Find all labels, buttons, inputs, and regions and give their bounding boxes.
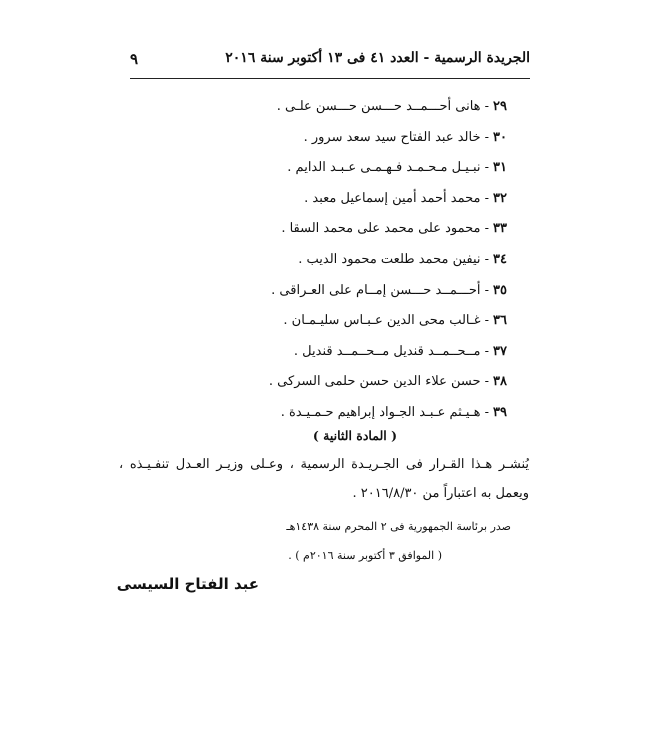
list-item — [247, 311, 507, 342]
item-text: - غـالب محى الدين عـبـاس سليـمـان . — [283, 313, 490, 329]
list-item — [247, 189, 507, 220]
page-header — [130, 50, 530, 72]
item-number: ٣٩ — [493, 404, 507, 420]
item-text: - خالد عبد الفتاح سيد سعد سرور . — [303, 129, 490, 145]
item-number: ٢٩ — [493, 99, 507, 114]
item-text: - هانى أحـــمــد حـــسن حـــسن علـى . — [276, 99, 490, 114]
header-title: الجريدة الرسمية - العدد ٤١ فى ١٣ أكتوبر سنة ٢٠١٦ — [225, 50, 530, 66]
item-text: - مــحــمــد قنديل مــحــمــد قنديل . — [293, 343, 490, 359]
signature: عبد الفتاح السيسى — [116, 575, 259, 593]
item-number: ٣١ — [493, 160, 507, 176]
list-item — [247, 342, 507, 373]
item-number: ٣٨ — [493, 374, 507, 390]
item-text: - نبـيـل مـحـمـد فـهـمـى عـبـد الدايم . — [287, 160, 490, 176]
item-number: ٣٥ — [493, 282, 507, 298]
item-number: ٣٢ — [493, 190, 507, 206]
list-item — [247, 219, 507, 250]
corresponding-date: ( الموافق ٣ أكتوبر سنة ٢٠١٦م ) . — [288, 549, 442, 562]
names-list — [247, 97, 507, 434]
item-text: - حسن علاء الدين حسن حلمى السركى . — [268, 374, 490, 390]
list-item — [247, 372, 507, 403]
list-item — [247, 281, 507, 312]
issued-line: صدر برئاسة الجمهورية فى ٢ المحرم سنة ١٤٣٨هـ — [286, 520, 511, 533]
item-number: ٣٧ — [493, 343, 507, 359]
item-text: - أحـــمــد حـــسن إمــام على العـراقى . — [271, 282, 490, 298]
item-text: - نيفين محمد طلعت محمود الديب . — [298, 251, 490, 267]
article-heading: ( المادة الثانية ) — [312, 428, 397, 443]
list-item — [247, 250, 507, 281]
body-line-2: ويعمل به اعتباراً من ٢٠١٦/٨/٣٠ . — [352, 486, 529, 501]
list-item — [247, 97, 507, 128]
item-number: ٣٦ — [493, 313, 507, 329]
item-number: ٣٠ — [493, 129, 507, 145]
item-text: - هـيـثم عـبـد الجـواد إبراهيم حـمـيـدة . — [280, 404, 490, 420]
body-line-1: يُنشـر هـذا القـرار فى الجـريـدة الرسمية ، وعـلى وزيـر العـدل تنفـيـذه ، — [119, 457, 529, 472]
item-number: ٣٤ — [493, 251, 507, 267]
item-number: ٣٣ — [493, 221, 507, 237]
item-text: - محمود على محمد على محمد السقا . — [281, 221, 490, 237]
header-divider — [130, 78, 530, 79]
page-number: ٩ — [130, 50, 139, 68]
list-item — [247, 128, 507, 159]
item-text: - محمد أحمد أمين إسماعيل معبد . — [304, 190, 490, 206]
list-item — [247, 158, 507, 189]
